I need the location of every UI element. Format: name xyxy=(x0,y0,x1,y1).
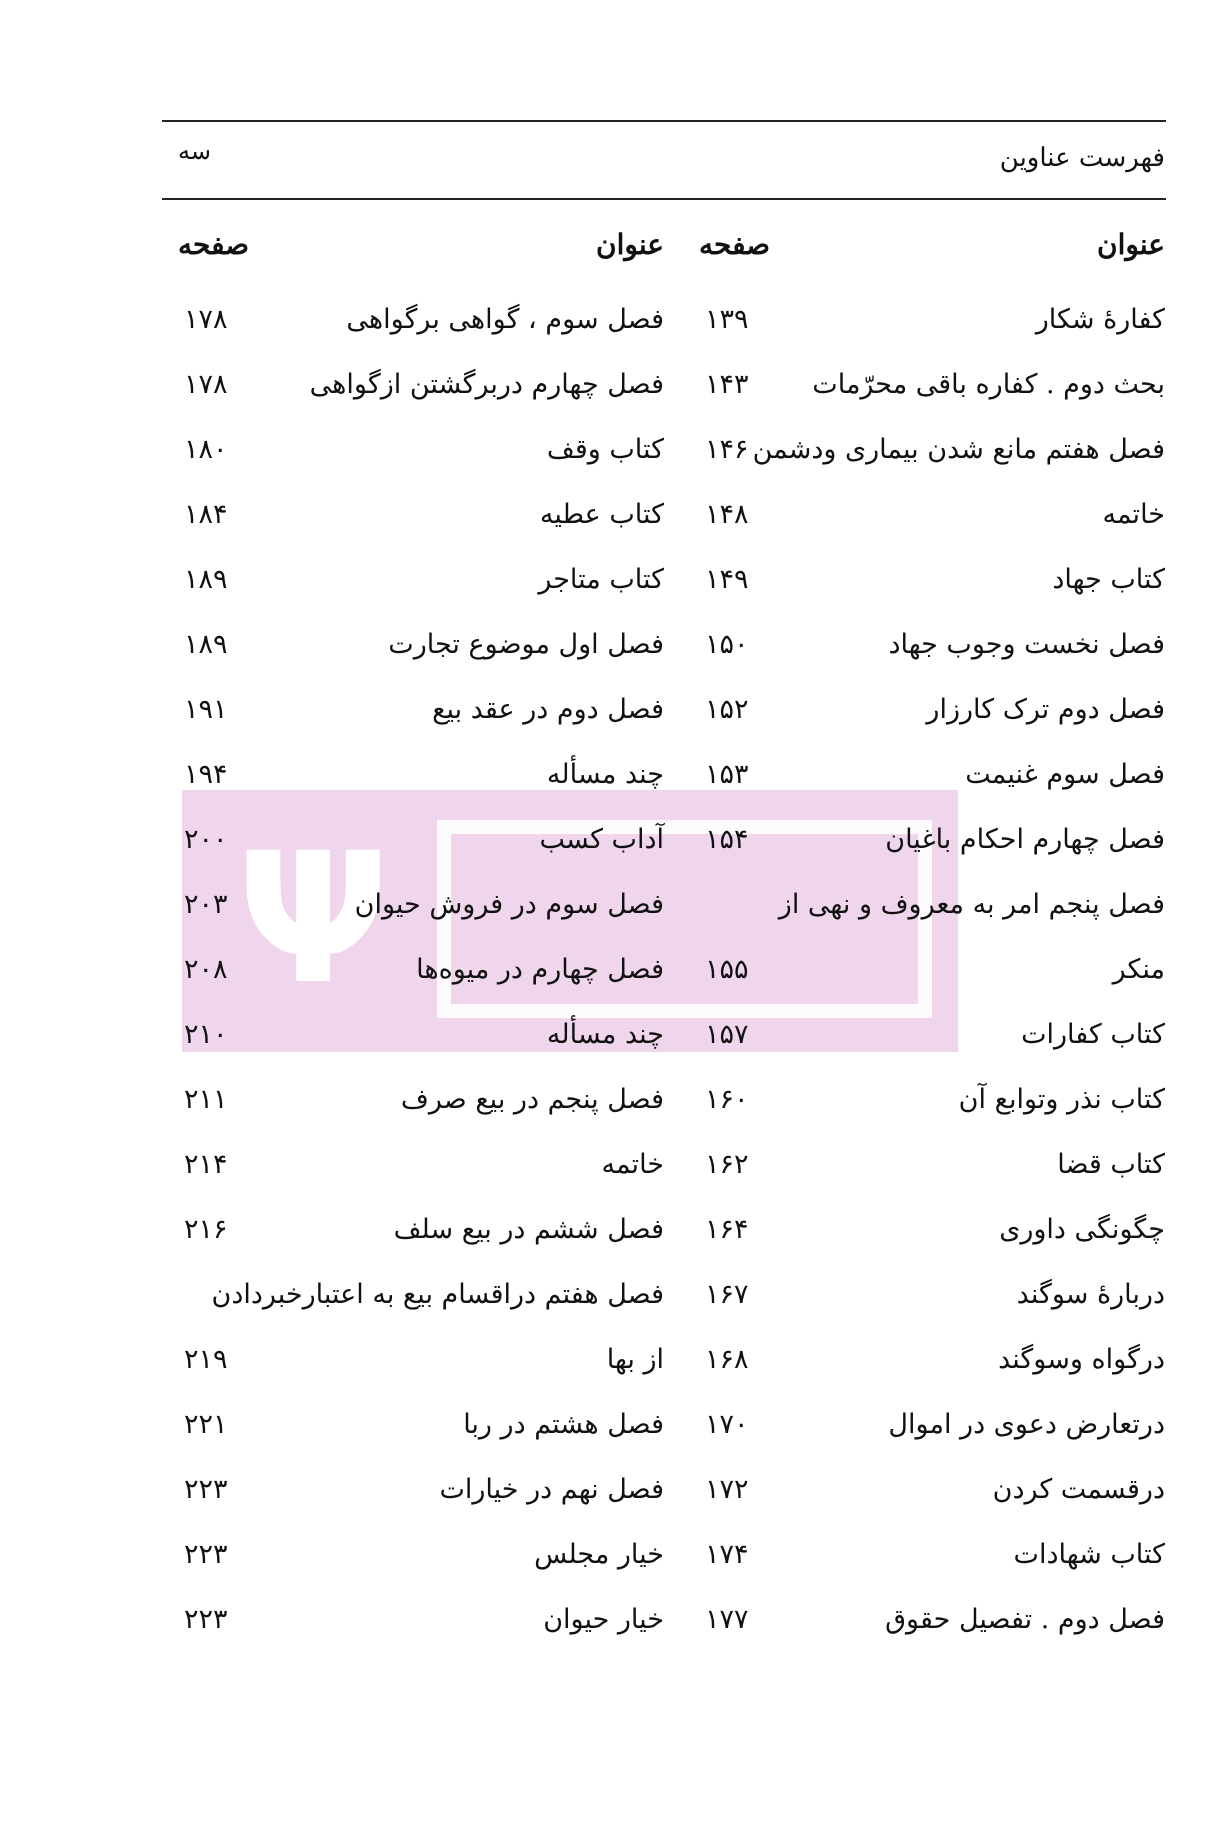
toc-entry-page: ۱۹۴ xyxy=(184,759,228,790)
toc-entry-page: ۲۱۴ xyxy=(184,1149,228,1180)
toc-entry-page: ۱۶۷ xyxy=(705,1279,749,1310)
toc-entry-title: فصل اول موضوع تجارت xyxy=(388,629,664,660)
toc-entry-title: خیار مجلس xyxy=(534,1539,664,1570)
toc-entry-title: چگونگی داوری xyxy=(999,1214,1165,1245)
toc-entry-title: فصل سوم ، گواهی برگواهی xyxy=(346,304,664,335)
column-header-title: عنوان xyxy=(596,228,664,261)
toc-entry xyxy=(699,1074,1165,1139)
toc-entry-page: ۱۴۹ xyxy=(705,564,749,595)
toc-entry xyxy=(699,294,1165,359)
toc-entry-page: ۱۷۷ xyxy=(705,1604,749,1635)
toc-entry xyxy=(178,944,664,1009)
toc-entry-title: دربارهٔ سوگند xyxy=(1016,1279,1165,1310)
toc-entry xyxy=(178,1204,664,1269)
toc-entry xyxy=(178,424,664,489)
toc-entry-title: درقسمت کردن xyxy=(992,1474,1165,1505)
toc-entry-page: ۱۶۲ xyxy=(705,1149,749,1180)
toc-entry xyxy=(178,1139,664,1204)
toc-entry xyxy=(699,749,1165,814)
toc-entry xyxy=(699,684,1165,749)
toc-entry-title: کتاب متاجر xyxy=(538,564,664,595)
toc-entry xyxy=(699,1334,1165,1399)
toc-entry xyxy=(178,1529,664,1594)
toc-entry-page: ۱۷۸ xyxy=(184,369,228,400)
toc-entry xyxy=(178,1594,664,1659)
toc-entry xyxy=(699,1594,1165,1659)
toc-entry-title: کفارهٔ شکار xyxy=(1035,304,1165,335)
toc-column-right xyxy=(699,228,1165,1645)
header-top-rule xyxy=(162,120,1166,122)
toc-entry-page: ۱۵۰ xyxy=(705,629,749,660)
toc-entry xyxy=(699,554,1165,619)
toc-entry-page: ۱۴۳ xyxy=(705,369,749,400)
toc-entry-title: فصل هفتم دراقسام بیع به اعتبارخبردادن xyxy=(211,1279,664,1310)
toc-entry xyxy=(699,619,1165,684)
toc-entry-page: ۱۷۸ xyxy=(184,304,228,335)
toc-entry-page: ۱۶۴ xyxy=(705,1214,749,1245)
toc-entry-page: ۱۶۰ xyxy=(705,1084,749,1115)
toc-entry xyxy=(699,814,1165,879)
toc-entry xyxy=(178,619,664,684)
toc-entry-title: کتاب شهادات xyxy=(1013,1539,1165,1570)
toc-entry-page: ۱۸۹ xyxy=(184,564,228,595)
toc-entry-title: خیار حیوان xyxy=(543,1604,664,1635)
toc-entry-page: ۱۵۷ xyxy=(705,1019,749,1050)
toc-entry-title: کتاب عطیه xyxy=(539,499,664,530)
toc-entry-title: فصل چهارم احکام باغیان xyxy=(885,824,1165,855)
toc-entry-title: فصل پنجم در بیع صرف xyxy=(400,1084,664,1115)
toc-entry-title: کتاب وقف xyxy=(546,434,664,465)
toc-entry xyxy=(178,554,664,619)
column-header-page: صفحه xyxy=(699,228,771,261)
toc-entry-title: فصل دوم در عقد بیع xyxy=(432,694,664,725)
toc-entry-title: فصل هفتم مانع شدن بیماری ودشمن xyxy=(752,434,1165,465)
toc-entry-page: ۲۰۳ xyxy=(184,889,228,920)
toc-entry-title: فصل ششم در بیع سلف xyxy=(393,1214,664,1245)
toc-entry xyxy=(178,489,664,554)
toc-entry-title: منکر xyxy=(1112,954,1165,985)
toc-entry-title: فصل دوم . تفصیل حقوق xyxy=(885,1604,1165,1635)
toc-entry-title: فصل پنجم امر به معروف و نهی از xyxy=(778,889,1165,920)
toc-entry xyxy=(178,684,664,749)
toc-entry-page: ۱۷۲ xyxy=(705,1474,749,1505)
toc-entry xyxy=(699,1139,1165,1204)
toc-entry-page: ۱۵۲ xyxy=(705,694,749,725)
toc-entry-page: ۱۸۹ xyxy=(184,629,228,660)
toc-entry-page: ۲۲۱ xyxy=(184,1409,228,1440)
toc-entry-title: درگواه وسوگند xyxy=(998,1344,1165,1375)
toc-entry-title: فصل هشتم در ربا xyxy=(463,1409,664,1440)
toc-entry-page: ۱۷۰ xyxy=(705,1409,749,1440)
toc-entry-title: فصل دوم ترک کارزار xyxy=(926,694,1165,725)
running-title: فهرست عناوین xyxy=(999,143,1165,173)
toc-entry xyxy=(178,879,664,944)
toc-entry-title: کتاب جهاد xyxy=(1052,564,1165,595)
toc-entry-page: ۲۰۰ xyxy=(184,824,228,855)
toc-entry xyxy=(699,879,1165,944)
toc-entry-title: خاتمه xyxy=(601,1149,664,1180)
toc-entry-page: ۲۰۸ xyxy=(184,954,228,985)
publisher-logo-watermark-icon: Ψ xyxy=(236,815,390,1024)
column-header-page: صفحه xyxy=(178,228,250,261)
toc-entry-page: ۱۳۹ xyxy=(705,304,749,335)
toc-entry-page: ۱۷۴ xyxy=(705,1539,749,1570)
toc-entry xyxy=(699,1269,1165,1334)
toc-entry-page: ۱۸۴ xyxy=(184,499,228,530)
toc-entry xyxy=(178,814,664,879)
toc-entry-title: چند مسأله xyxy=(546,1019,664,1050)
column-header xyxy=(178,228,664,280)
toc-entry xyxy=(699,1009,1165,1074)
toc-entry xyxy=(178,1399,664,1464)
toc-entry-page: ۱۵۵ xyxy=(705,954,749,985)
toc-entry xyxy=(699,1399,1165,1464)
toc-entry-title: فصل چهارم دربرگشتن ازگواهی xyxy=(309,369,664,400)
toc-entry xyxy=(699,489,1165,554)
toc-entry-title: خاتمه xyxy=(1102,499,1165,530)
toc-entry-page: ۲۱۹ xyxy=(184,1344,228,1375)
toc-entry-page: ۲۲۳ xyxy=(184,1604,228,1635)
toc-entry-title: فصل نخست وجوب جهاد xyxy=(888,629,1165,660)
toc-entry-title: کتاب نذر وتوابع آن xyxy=(958,1084,1165,1115)
toc-entry xyxy=(178,1334,664,1399)
toc-entry-title: فصل نهم در خیارات xyxy=(439,1474,664,1505)
toc-entry xyxy=(178,1074,664,1139)
toc-entry xyxy=(178,1009,664,1074)
toc-entry xyxy=(699,359,1165,424)
toc-entry xyxy=(699,1464,1165,1529)
toc-column-left xyxy=(178,228,664,1645)
page-number: سه xyxy=(178,137,211,165)
toc-entry xyxy=(699,424,1165,489)
toc-entry xyxy=(178,749,664,814)
column-header-title: عنوان xyxy=(1097,228,1165,261)
toc-entry-page: ۱۵۴ xyxy=(705,824,749,855)
toc-entry xyxy=(178,1464,664,1529)
toc-entry-page: ۲۱۱ xyxy=(184,1084,228,1115)
toc-entry-page: ۱۶۸ xyxy=(705,1344,749,1375)
column-header xyxy=(699,228,1165,280)
toc-entry-title: چند مسأله xyxy=(546,759,664,790)
toc-entry xyxy=(178,359,664,424)
toc-entry-title: کتاب قضا xyxy=(1057,1149,1165,1180)
toc-entry xyxy=(699,944,1165,1009)
toc-entry-title: بحث دوم . کفاره باقی محرّمات xyxy=(812,369,1165,400)
toc-entry-title: فصل سوم غنیمت xyxy=(965,759,1165,790)
toc-list xyxy=(178,294,664,1659)
toc-entry xyxy=(178,294,664,359)
toc-entry xyxy=(699,1529,1165,1594)
toc-entry xyxy=(699,1204,1165,1269)
toc-entry-title: کتاب کفارات xyxy=(1021,1019,1165,1050)
toc-entry-title: فصل چهارم در میوه‌ها xyxy=(416,954,664,985)
header-bottom-rule xyxy=(162,198,1166,200)
toc-entry-page: ۲۲۳ xyxy=(184,1539,228,1570)
toc-entry-title: آداب کسب xyxy=(539,824,664,855)
toc-entry-page: ۲۱۰ xyxy=(184,1019,228,1050)
toc-entry-title: از بها xyxy=(606,1344,664,1375)
toc-entry-page: ۱۸۰ xyxy=(184,434,228,465)
toc-list xyxy=(699,294,1165,1659)
toc-entry-page: ۱۵۳ xyxy=(705,759,749,790)
toc-entry-page: ۱۹۱ xyxy=(184,694,228,725)
toc-entry-page: ۱۴۸ xyxy=(705,499,749,530)
toc-entry-page: ۲۲۳ xyxy=(184,1474,228,1505)
toc-entry-title: درتعارض دعوی در اموال xyxy=(888,1409,1165,1440)
toc-entry-title: فصل سوم در فروش حیوان xyxy=(354,889,664,920)
toc-entry-page: ۱۴۶ xyxy=(705,434,749,465)
toc-entry-page: ۲۱۶ xyxy=(184,1214,228,1245)
toc-entry xyxy=(178,1269,664,1334)
